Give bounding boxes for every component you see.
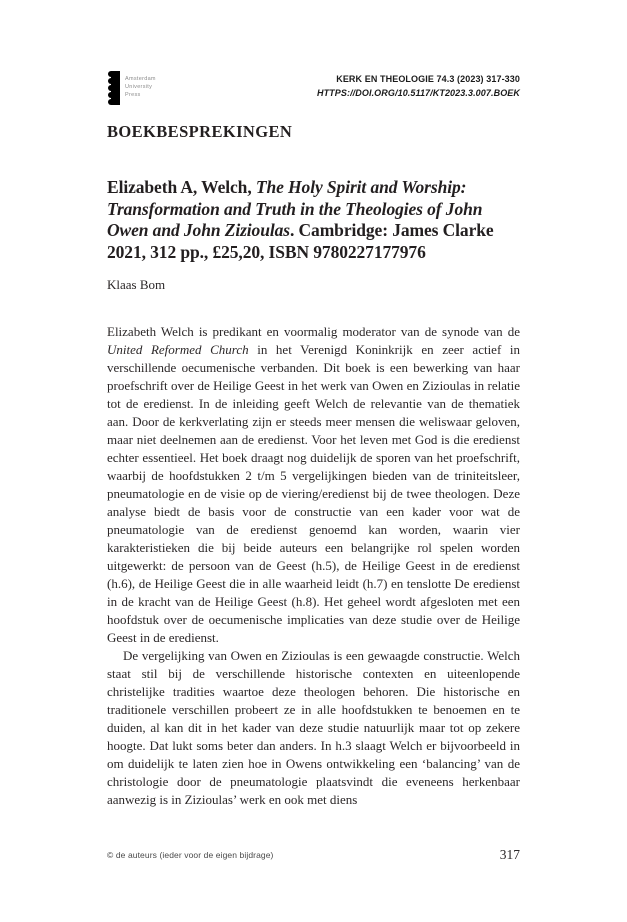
publisher-logo-text-line: Press (125, 92, 141, 98)
text-segment: 2021, 312 pp., £25,20, ISBN 9780227177976 (107, 241, 426, 262)
body-paragraph (107, 323, 520, 647)
body-paragraph (107, 647, 520, 809)
review-title-line (107, 199, 494, 221)
text-segment: The Holy Spirit and Worship: (255, 177, 467, 197)
author-name: Klaas Bom (107, 277, 166, 292)
section-heading: BOEKBESPREKINGEN (107, 122, 293, 141)
doi-link[interactable]: HTTPS://DOI.ORG/10.5117/KT2023.3.007.BOEK (316, 87, 520, 98)
publisher-logo (107, 71, 156, 105)
review-title (107, 177, 494, 263)
review-title-line (107, 242, 494, 264)
text-segment: . Cambridge: James Clarke (289, 220, 494, 240)
text-segment: in het Verenigd Koninkrijk en zeer actief in verschillende oecumenische verbanden. Dit boek is een bewerking van haar proefschrift over de Heilige Geest in het werk van Owen en Zizioulas in relatie tot de eredienst. In de inleiding geeft Welch de relevantie van de thematiek aan. Door de kerkverlating zijn er steeds meer mensen die weliswaar geloven, maar niet deelnemen aan de eredienst. Voor het leven met God is die eredienst echter essentieel. Het boek draagt nog duidelijk de sporen van het proefschrift, waarbij de hoofdstukken 2 t/m 5 vergelijkingen bieden van de triniteitsleer, pneumatologie en de visie op de viering/eredienst bij de twee theologen. Deze analyse biedt de basis voor de constructie van een kader voor wat de pneumatologie van de eredienst genoemd kan worden, waarin vier karakteristieken die bij beide auteurs een belangrijke rol spelen worden uitgewerkt: de persoon van de Geest (h.5), de Heilige Geest in de eredienst (h.6), de Heilige Geest die in alle waarheid leidt (h.7) en tenslotte De eredienst in de kracht van de Heilige Geest (h.8). Het geheel wordt afgesloten met een hoofdstuk over de oecumenische implicaties van deze studie over de Heilige Geest in de eredienst. (107, 342, 520, 645)
footer-copyright: © de auteurs (ieder voor de eigen bijdrage) (107, 850, 274, 860)
page-number: 317 (499, 847, 520, 862)
journal-reference: KERK EN THEOLOGIE 74.3 (2023) 317-330 (336, 74, 520, 84)
publisher-logo-text-line: Amsterdam (125, 76, 156, 82)
publisher-logo-text-line: University (125, 84, 153, 90)
review-title-line (107, 220, 494, 242)
text-segment: Elizabeth Welch is predikant en voormalig moderator van de synode van de (107, 324, 520, 339)
text-segment: United Reformed Church (107, 342, 249, 357)
text-segment: Owen and John Zizioulas (107, 220, 290, 240)
body-text (107, 323, 520, 809)
publisher-logo-icon (107, 71, 120, 105)
publisher-logo-text (125, 75, 156, 99)
text-segment: Elizabeth A, Welch, (107, 177, 256, 197)
review-title-line (107, 177, 494, 199)
text-segment: De vergelijking van Owen en Zizioulas is een gewaagde constructie. Welch staat stil bij de verschillende historische contexten en uiteenlopende christelijke tradities waartoe deze theologen behoren. Die historische en traditionele verschillen probeert ze in alle hoofdstukken te benoemen en te duiden, al kan dit in het kader van deze studie natuurlijk maar tot op zekere hoogte. Dat lukt soms beter dan anders. In h.3 slaagt Welch er bijvoorbeeld in om duidelijk te laten zien hoe in Owens ontwikkeling een ‘balancing’ van de christologie door de pneumatologie plaatsvindt die eveneens herkenbaar aanwezig is in Zizioulas’ werk en ook met diens (107, 648, 520, 807)
text-segment: Transformation and Truth in the Theologies of John (107, 198, 483, 219)
journal-header (317, 73, 520, 100)
